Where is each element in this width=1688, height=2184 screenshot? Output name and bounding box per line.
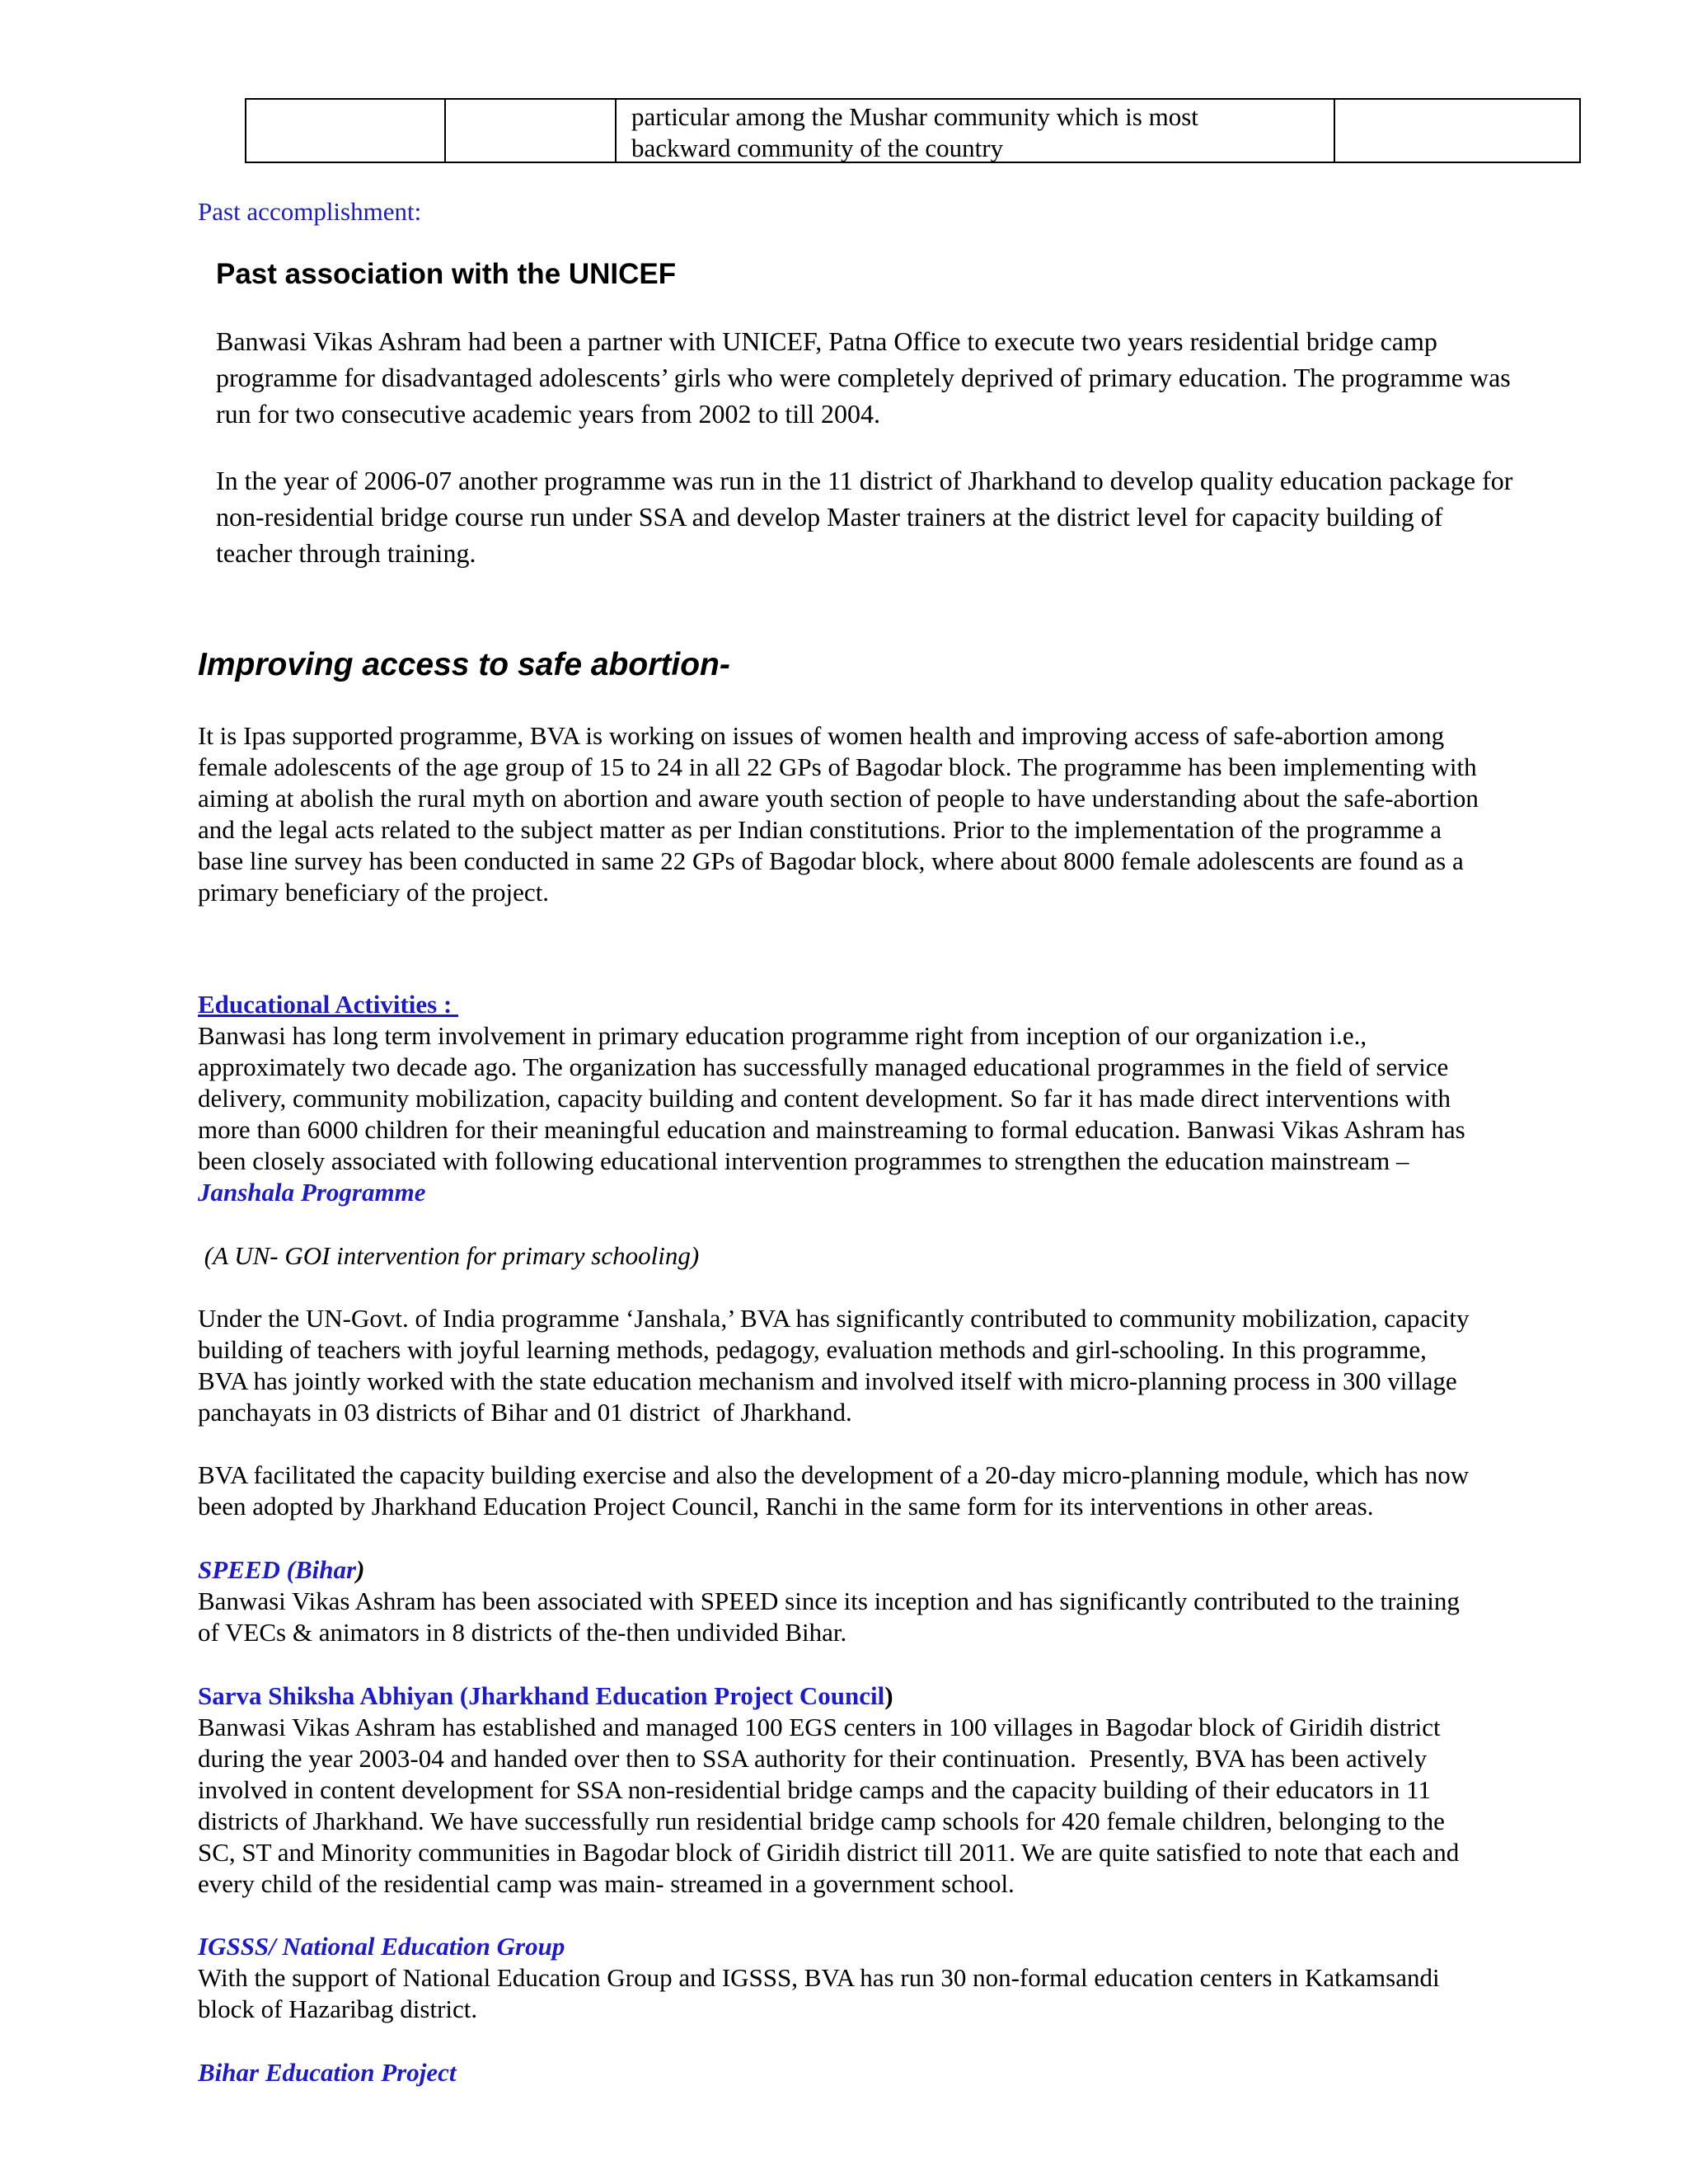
- table-divider: [1334, 100, 1335, 162]
- igsss-paragraph: [198, 1962, 1578, 2025]
- text-line: teacher through training.: [216, 538, 476, 568]
- text-line: delivery, community mobilization, capacity building and content development. So far it has made direct interventions with: [198, 1084, 1451, 1113]
- text-line: of VECs & animators in 8 districts of the-then undivided Bihar.: [198, 1618, 847, 1647]
- table-cell-line: backward community of the country: [631, 134, 1004, 162]
- ssa-paragraph: [198, 1712, 1578, 1900]
- igsss-heading: IGSSS/ National Education Group: [198, 1932, 565, 1961]
- text-line: more than 6000 children for their meaningful education and mainstreaming to formal education. Banwasi Vikas Ashram has: [198, 1115, 1465, 1144]
- text-line: Under the UN-Govt. of India programme ‘Janshala,’ BVA has significantly contributed to community mobilization, capacity: [198, 1304, 1470, 1333]
- janshala-heading: Janshala Programme: [198, 1178, 426, 1207]
- text-line: building of teachers with joyful learning methods, pedagogy, evaluation methods and girl-schooling. In this programme,: [198, 1335, 1427, 1364]
- text-line: districts of Jharkhand. We have successfully run residential bridge camp schools for 420 female children, belonging to the: [198, 1807, 1445, 1835]
- text-line: during the year 2003-04 and handed over then to SSA authority for their continuation. Presently, BVA has been actively: [198, 1744, 1428, 1773]
- text-line: aiming at abolish the rural myth on abortion and aware youth section of people to have understanding about the safe-abortion: [198, 784, 1479, 813]
- text-line: block of Hazaribag district.: [198, 1994, 478, 2023]
- text-line: programme for disadvantaged adolescents’ girls who were completely deprived of primary education. The programme was: [216, 363, 1511, 392]
- unicef-heading: Past association with the UNICEF: [216, 258, 677, 290]
- text-line: Banwasi Vikas Ashram has been associated with SPEED since its inception and has significantly contributed to the training: [198, 1586, 1460, 1615]
- ssa-heading-text: Sarva Shiksha Abhiyan (Jharkhand Education Project Council: [198, 1681, 885, 1710]
- text-line: It is Ipas supported programme, BVA is working on issues of women health and improving access of safe-abortion among: [198, 721, 1445, 750]
- text-line: approximately two decade ago. The organization has successfully managed educational programmes in the field of service: [198, 1052, 1449, 1081]
- text-line: In the year of 2006-07 another programme was run in the 11 district of Jharkhand to develop quality education package for: [216, 466, 1513, 495]
- text-line: Banwasi Vikas Ashram has established and managed 100 EGS centers in 100 villages in Bagodar block of Giridih district: [198, 1713, 1441, 1741]
- janshala-paragraph-2: [198, 1460, 1578, 1522]
- text-line: panchayats in 03 districts of Bihar and 01 district of Jharkhand.: [198, 1398, 852, 1427]
- text-line: female adolescents of the age group of 15 to 24 in all 22 GPs of Bagodar block. The programme has been implementing with: [198, 752, 1477, 781]
- text-line: and the legal acts related to the subject matter as per Indian constitutions. Prior to the implementation of the programme a: [198, 815, 1442, 844]
- text-line: been closely associated with following educational intervention programmes to strengthen the education mainstream –: [198, 1146, 1409, 1175]
- ssa-heading: [198, 1680, 893, 1712]
- text-line: SC, ST and Minority communities in Bagodar block of Giridih district till 2011. We are quite satisfied to note that each and: [198, 1838, 1460, 1867]
- past-accomplishment-label: Past accomplishment:: [198, 197, 422, 226]
- text-line: Banwasi Vikas Ashram had been a partner with UNICEF, Patna Office to execute two years residential bridge camp: [216, 326, 1437, 356]
- text-line: BVA facilitated the capacity building exercise and also the development of a 20-day micro-planning module, which has now: [198, 1460, 1470, 1489]
- unicef-paragraph-2: [216, 462, 1578, 571]
- educational-paragraph: [198, 1020, 1578, 1177]
- text-line: run for two consecutive academic years from 2002 to till 2004.: [216, 399, 880, 429]
- text-line: involved in content development for SSA non-residential bridge camps and the capacity building of their educators in 11: [198, 1775, 1431, 1804]
- speed-heading: [198, 1554, 364, 1586]
- unicef-paragraph-1: [216, 323, 1578, 432]
- text-line: base line survey has been conducted in same 22 GPs of Bagodar block, where about 8000 female adolescents are found as a: [198, 846, 1464, 875]
- text-line: every child of the residential camp was main- streamed in a government school.: [198, 1869, 1015, 1898]
- text-line: been adopted by Jharkhand Education Project Council, Ranchi in the same form for its interventions in other areas.: [198, 1492, 1374, 1521]
- text-line: non-residential bridge course run under SSA and develop Master trainers at the district level for capacity building of: [216, 502, 1443, 532]
- text-line: With the support of National Education Group and IGSSS, BVA has run 30 non-formal education centers in Katkamsandi: [198, 1963, 1440, 1992]
- janshala-subtitle: (A UN- GOI intervention for primary schooling): [198, 1241, 700, 1270]
- abortion-heading: Improving access to safe abortion-: [198, 647, 730, 682]
- table-divider: [444, 100, 446, 162]
- text-line: BVA has jointly worked with the state education mechanism and involved itself with micro-planning process in 300 village: [198, 1366, 1457, 1395]
- janshala-paragraph-1: [198, 1303, 1578, 1428]
- table-divider: [615, 100, 617, 162]
- abortion-paragraph: [198, 720, 1578, 908]
- speed-heading-text: SPEED (Bihar: [198, 1555, 357, 1584]
- text-line: Banwasi has long term involvement in primary education programme right from inception of our organization i.e.,: [198, 1021, 1367, 1050]
- table-fragment: [245, 98, 1581, 163]
- bihar-education-project-heading: Bihar Education Project: [198, 2058, 457, 2087]
- speed-paragraph: [198, 1586, 1578, 1648]
- ssa-heading-tail: ): [884, 1681, 893, 1710]
- table-cell-text: [631, 101, 1315, 164]
- table-cell-line: particular among the Mushar community which is most: [631, 102, 1198, 131]
- text-line: primary beneficiary of the project.: [198, 878, 550, 907]
- educational-heading: Educational Activities :: [198, 990, 459, 1019]
- speed-heading-tail: ): [356, 1555, 365, 1584]
